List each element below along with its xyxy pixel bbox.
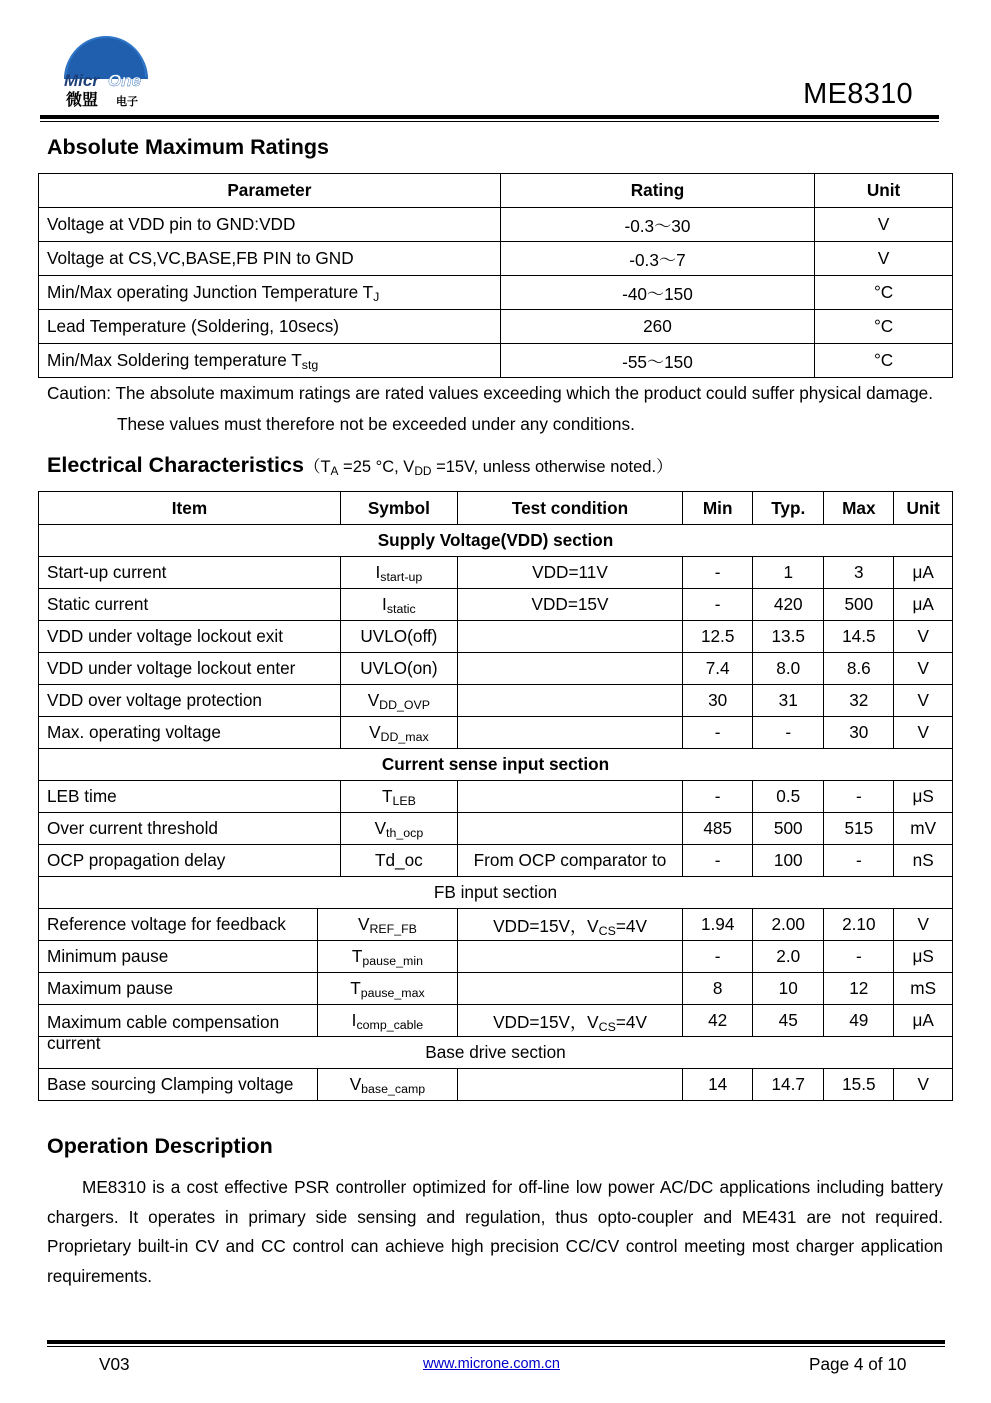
ec-typ-cell: 13.5 bbox=[753, 621, 824, 653]
ec-typ-cell: 45 bbox=[753, 1005, 824, 1037]
ec-condition-cell bbox=[457, 1069, 682, 1101]
text: Min/Max Soldering temperature T bbox=[47, 350, 302, 370]
ec-symbol-cell bbox=[318, 973, 458, 1005]
ec-typ-cell: 2.00 bbox=[753, 909, 824, 941]
ec-item-cell: Reference voltage for feedback bbox=[39, 909, 318, 941]
ec-condition-cell bbox=[457, 557, 682, 589]
ec-condition-cell bbox=[457, 1005, 682, 1037]
caution-line-2: These values must therefore not be exceeded under any conditions. bbox=[117, 414, 635, 434]
ec-min-cell: 14 bbox=[683, 1069, 753, 1101]
ec-condition-cell bbox=[457, 621, 682, 653]
amr-unit-cell: °C bbox=[815, 344, 953, 378]
amr-rating-cell: -55～150 bbox=[500, 344, 814, 378]
ec-unit-cell: V bbox=[894, 653, 953, 685]
text: Lead Temperature (Soldering, 10secs) bbox=[47, 316, 340, 336]
ec-typ-cell: 500 bbox=[753, 813, 824, 845]
subscript: J bbox=[373, 290, 380, 305]
ec-item-cell: Base sourcing Clamping voltage bbox=[39, 1069, 318, 1101]
ec-condition-cell bbox=[457, 973, 682, 1005]
footer-page-number: Page 4 of 10 bbox=[809, 1354, 907, 1374]
ec-condition-cell bbox=[457, 845, 682, 877]
ec-min-cell: 42 bbox=[683, 1005, 753, 1037]
ec-row bbox=[39, 557, 953, 589]
ec-max-cell: 500 bbox=[824, 589, 894, 621]
amr-unit-cell: V bbox=[815, 242, 953, 276]
ec-header-typ: Typ. bbox=[753, 492, 824, 525]
text: Voltage at CS,VC,BASE,FB PIN to GND bbox=[47, 248, 354, 268]
ec-section-row bbox=[39, 525, 953, 557]
header-rule bbox=[40, 115, 939, 119]
ec-item-cell: Over current threshold bbox=[39, 813, 341, 845]
amr-table bbox=[38, 173, 953, 378]
ec-symbol-cell bbox=[340, 557, 457, 589]
text: UVLO(off) bbox=[360, 626, 438, 646]
subscript: stg bbox=[301, 358, 319, 373]
ec-section-row bbox=[39, 1037, 953, 1069]
text: V bbox=[367, 690, 380, 710]
ec-min-cell: - bbox=[683, 717, 753, 749]
ec-max-cell: 49 bbox=[824, 1005, 894, 1037]
ec-condition-cell bbox=[457, 909, 682, 941]
ec-max-cell: 15.5 bbox=[824, 1069, 894, 1101]
subscript: DD_max bbox=[380, 730, 429, 745]
text: T bbox=[351, 946, 363, 966]
ec-typ-cell: 8.0 bbox=[753, 653, 824, 685]
amr-parameter-cell bbox=[39, 242, 501, 276]
ec-max-cell: - bbox=[824, 941, 894, 973]
ec-row bbox=[39, 589, 953, 621]
footer-website-link[interactable]: www.microne.com.cn bbox=[423, 1356, 560, 1372]
ec-min-cell: - bbox=[683, 941, 753, 973]
ec-unit-cell: V bbox=[894, 685, 953, 717]
amr-title: Absolute Maximum Ratings bbox=[47, 135, 329, 159]
text: Voltage at VDD pin to GND:VDD bbox=[47, 214, 296, 234]
ec-typ-cell: 0.5 bbox=[753, 781, 824, 813]
ec-row bbox=[39, 621, 953, 653]
amr-header-unit: Unit bbox=[815, 174, 953, 208]
ec-typ-cell: 100 bbox=[753, 845, 824, 877]
ec-row bbox=[39, 1005, 953, 1037]
ec-item-cell: Maximum pause bbox=[39, 973, 318, 1005]
ec-unit-cell: μA bbox=[894, 589, 953, 621]
amr-header-rating: Rating bbox=[500, 174, 814, 208]
subscript: REF_FB bbox=[369, 922, 417, 937]
ec-row bbox=[39, 909, 953, 941]
amr-unit-cell: V bbox=[815, 208, 953, 242]
ec-typ-cell: 14.7 bbox=[753, 1069, 824, 1101]
amr-rating-cell: -0.3～7 bbox=[500, 242, 814, 276]
ec-row bbox=[39, 941, 953, 973]
svg-text:Micr: Micr bbox=[64, 71, 99, 90]
text: I bbox=[375, 562, 381, 582]
text: Td_oc bbox=[375, 850, 423, 870]
ec-header-test-condition: Test condition bbox=[457, 492, 682, 525]
ec-item-cell: VDD under voltage lockout exit bbox=[39, 621, 341, 653]
amr-rating-cell: -40～150 bbox=[500, 276, 814, 310]
ec-symbol-cell bbox=[318, 941, 458, 973]
ec-unit-cell: μS bbox=[894, 941, 953, 973]
ec-max-cell: - bbox=[824, 845, 894, 877]
footer-rule bbox=[47, 1340, 945, 1344]
ec-symbol-cell bbox=[340, 589, 457, 621]
amr-row bbox=[39, 344, 953, 378]
subscript: base_camp bbox=[361, 1082, 426, 1097]
subscript: CS bbox=[598, 1020, 616, 1035]
ec-item-text: Maximum cable compensation current bbox=[47, 1012, 280, 1053]
text: UVLO(on) bbox=[360, 658, 438, 678]
ec-row bbox=[39, 653, 953, 685]
subscript: pause_min bbox=[362, 954, 423, 969]
amr-rating-cell: -0.3～30 bbox=[500, 208, 814, 242]
amr-row bbox=[39, 242, 953, 276]
ec-header-min: Min bbox=[683, 492, 753, 525]
ec-unit-cell: V bbox=[894, 621, 953, 653]
subscript: static bbox=[386, 602, 416, 617]
ec-symbol-cell bbox=[318, 909, 458, 941]
ec-title: Electrical Characteristics bbox=[47, 453, 304, 477]
caution-line-1: Caution: The absolute maximum ratings are rated values exceeding which the product could suffer physical damage. bbox=[47, 383, 933, 403]
amr-row bbox=[39, 310, 953, 344]
ec-item-cell: Start-up current bbox=[39, 557, 341, 589]
ec-section-row bbox=[39, 749, 953, 781]
text: From OCP comparator to bbox=[473, 850, 667, 870]
svg-text:电子: 电子 bbox=[116, 95, 138, 108]
ec-symbol-cell bbox=[318, 1069, 458, 1101]
ec-symbol-cell bbox=[340, 621, 457, 653]
ec-row bbox=[39, 845, 953, 877]
ec-item-cell: VDD over voltage protection bbox=[39, 685, 341, 717]
ec-condition-cell bbox=[457, 717, 682, 749]
ec-condition-cell bbox=[457, 781, 682, 813]
header-rule-thin bbox=[40, 121, 939, 122]
ec-unit-cell: mS bbox=[894, 973, 953, 1005]
ec-item-cell: Static current bbox=[39, 589, 341, 621]
text: V bbox=[374, 818, 387, 838]
ec-condition-cell bbox=[457, 813, 682, 845]
text: VDD=15V，V bbox=[493, 916, 599, 936]
ec-item-cell: VDD under voltage lockout enter bbox=[39, 653, 341, 685]
ec-min-cell: - bbox=[683, 845, 753, 877]
text: VDD=15V bbox=[531, 594, 609, 614]
ec-item-cell: Max. operating voltage bbox=[39, 717, 341, 749]
text: VDD=15V，V bbox=[493, 1012, 599, 1032]
ec-min-cell: 8 bbox=[683, 973, 753, 1005]
amr-parameter-cell bbox=[39, 276, 501, 310]
text: Min/Max operating Junction Temperature T bbox=[47, 282, 374, 302]
ec-unit-cell: V bbox=[894, 1069, 953, 1101]
ec-typ-cell: 2.0 bbox=[753, 941, 824, 973]
amr-header-parameter: Parameter bbox=[39, 174, 501, 208]
ec-symbol-cell bbox=[340, 781, 457, 813]
ec-row bbox=[39, 1069, 953, 1101]
ec-min-cell: - bbox=[683, 781, 753, 813]
ec-min-cell: 7.4 bbox=[683, 653, 753, 685]
document-title: ME8310 bbox=[803, 78, 913, 110]
svg-text:微盟: 微盟 bbox=[66, 90, 99, 109]
footer-version: V03 bbox=[99, 1354, 130, 1374]
ec-max-cell: 32 bbox=[824, 685, 894, 717]
amr-parameter-cell bbox=[39, 208, 501, 242]
ec-row bbox=[39, 781, 953, 813]
ec-max-cell: 30 bbox=[824, 717, 894, 749]
ec-unit-cell: mV bbox=[894, 813, 953, 845]
ec-row bbox=[39, 685, 953, 717]
ec-condition-cell bbox=[457, 589, 682, 621]
ec-unit-cell: μS bbox=[894, 781, 953, 813]
ec-max-cell: 12 bbox=[824, 973, 894, 1005]
ec-condition-cell bbox=[457, 653, 682, 685]
amr-row bbox=[39, 208, 953, 242]
subscript: th_ocp bbox=[386, 826, 424, 841]
ec-section-title: Supply Voltage(VDD) section bbox=[39, 525, 953, 557]
op-title: Operation Description bbox=[47, 1134, 273, 1158]
text: =4V bbox=[615, 916, 647, 936]
ec-title-block bbox=[47, 453, 673, 478]
ec-unit-cell: μA bbox=[894, 1005, 953, 1037]
ec-min-cell: - bbox=[683, 557, 753, 589]
ec-symbol-cell bbox=[340, 685, 457, 717]
ec-unit-cell: V bbox=[894, 717, 953, 749]
ec-item-cell: Minimum pause bbox=[39, 941, 318, 973]
ec-symbol-cell bbox=[340, 717, 457, 749]
ec-unit-cell: V bbox=[894, 909, 953, 941]
ec-header-symbol: Symbol bbox=[340, 492, 457, 525]
ec-max-cell: 3 bbox=[824, 557, 894, 589]
text: I bbox=[382, 594, 387, 614]
ec-unit-cell: nS bbox=[894, 845, 953, 877]
ec-min-cell: 30 bbox=[683, 685, 753, 717]
ec-symbol-cell bbox=[340, 653, 457, 685]
microne-logo bbox=[60, 33, 152, 109]
ec-min-cell: 485 bbox=[683, 813, 753, 845]
subscript: start-up bbox=[380, 570, 423, 585]
text: VDD=11V bbox=[532, 562, 608, 582]
ec-header-max: Max bbox=[824, 492, 894, 525]
text: =4V bbox=[615, 1012, 647, 1032]
ec-typ-cell: - bbox=[753, 717, 824, 749]
ec-section-title: Base drive section bbox=[39, 1037, 953, 1069]
ec-row bbox=[39, 717, 953, 749]
ec-typ-cell: 420 bbox=[753, 589, 824, 621]
ec-typ-cell: 1 bbox=[753, 557, 824, 589]
subscript: DD_OVP bbox=[379, 698, 431, 713]
ec-header-unit: Unit bbox=[894, 492, 953, 525]
subscript: pause_max bbox=[360, 986, 425, 1001]
text: T bbox=[350, 978, 361, 998]
ec-max-cell: 2.10 bbox=[824, 909, 894, 941]
ec-item-cell: OCP propagation delay bbox=[39, 845, 341, 877]
text: I bbox=[351, 1010, 357, 1030]
ec-section-title: Current sense input section bbox=[39, 749, 953, 781]
subscript: CS bbox=[598, 924, 616, 939]
ec-max-cell: - bbox=[824, 781, 894, 813]
ec-max-cell: 14.5 bbox=[824, 621, 894, 653]
ec-item-cell: LEB time bbox=[39, 781, 341, 813]
text: V bbox=[369, 722, 381, 742]
op-paragraph: ME8310 is a cost effective PSR controller optimized for off-line low power AC/DC applications including battery chargers. It operates in primary side sensing and regulation, thus opto-coupler and ME431 are not required. Proprietary built-in CV and CC control can achieve high precision CC/CV control meeting most charger application requirements. bbox=[47, 1177, 943, 1286]
amr-row bbox=[39, 276, 953, 310]
ec-section-title: FB input section bbox=[39, 877, 953, 909]
ec-section-row bbox=[39, 877, 953, 909]
amr-rating-cell: 260 bbox=[500, 310, 814, 344]
ec-max-cell: 8.6 bbox=[824, 653, 894, 685]
text: V bbox=[357, 914, 370, 934]
footer-rule-thin bbox=[47, 1346, 945, 1347]
ec-min-cell: - bbox=[683, 589, 753, 621]
ec-header-item: Item bbox=[39, 492, 341, 525]
ec-symbol-cell bbox=[340, 813, 457, 845]
ec-item-cell bbox=[39, 1005, 318, 1053]
ec-row bbox=[39, 973, 953, 1005]
amr-unit-cell: °C bbox=[815, 276, 953, 310]
amr-parameter-cell bbox=[39, 344, 501, 378]
ec-condition-note: （$T_A =25$ °C, $V_{DD} =15V$, unless otherwise noted.） bbox=[303, 458, 673, 478]
amr-unit-cell: °C bbox=[815, 310, 953, 344]
ec-min-cell: 1.94 bbox=[683, 909, 753, 941]
ec-condition-cell bbox=[457, 941, 682, 973]
subscript: LEB bbox=[392, 794, 416, 809]
ec-max-cell: 515 bbox=[824, 813, 894, 845]
text: T bbox=[381, 786, 393, 806]
ec-symbol-cell bbox=[340, 845, 457, 877]
amr-parameter-cell bbox=[39, 310, 501, 344]
ec-min-cell: 12.5 bbox=[683, 621, 753, 653]
svg-text:One: One bbox=[108, 71, 142, 90]
ec-table bbox=[38, 491, 953, 1101]
ec-row bbox=[39, 813, 953, 845]
ec-unit-cell: μA bbox=[894, 557, 953, 589]
subscript: comp_cable bbox=[356, 1018, 424, 1033]
ec-typ-cell: 31 bbox=[753, 685, 824, 717]
ec-symbol-cell bbox=[318, 1005, 458, 1037]
text: V bbox=[349, 1074, 362, 1094]
ec-typ-cell: 10 bbox=[753, 973, 824, 1005]
ec-condition-cell bbox=[457, 685, 682, 717]
